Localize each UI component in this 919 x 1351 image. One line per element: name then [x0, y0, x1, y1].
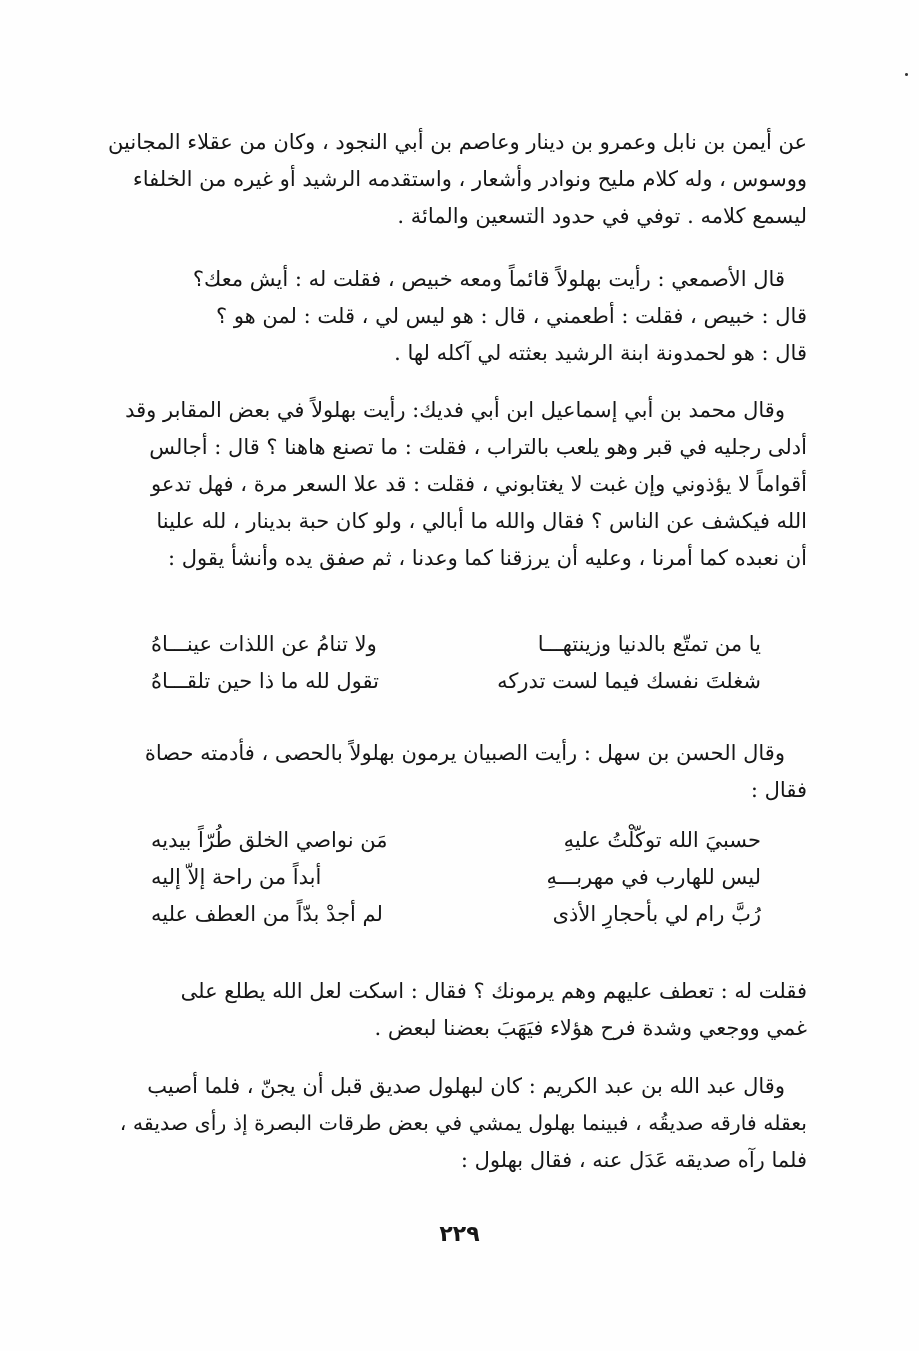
verse-line — [151, 626, 761, 663]
text-line: أن نعبده كما أمرنا ، وعليه أن يرزقنا كما وعدنا ، ثم صفق يده وأنشأ يقول : — [168, 546, 807, 570]
paragraph-asmai — [107, 261, 807, 372]
verse-first-hemistich: شغلتَ نفسك فيما لست تدركه — [497, 669, 761, 693]
text-line: ووسوس ، وله كلام مليح ونوادر وأشعار ، واستقدمه الرشيد أو غيره من الخلفاء — [132, 167, 807, 191]
paragraph-hasan-ibn-sahl — [107, 735, 807, 809]
text-line: فقلت له : تعطف عليهم وهم يرمونك ؟ فقال : اسكت لعل الله يطلع على — [180, 979, 807, 1003]
verse-second-hemistich: تقول لله ما ذا حين تلقـــاهُ — [151, 669, 379, 693]
text-line: أدلى رجليه في قبر وهو يلعب بالتراب ، فقلت : ما تصنع هاهنا ؟ قال : أجالس — [149, 435, 807, 459]
scan-speck — [905, 73, 908, 76]
paragraph-abd-allah — [107, 1068, 807, 1179]
text-line: عن أيمن بن نابل وعمرو بن دينار وعاصم بن أبي النجود ، وكان من عقلاء المجانين — [108, 130, 807, 154]
paragraph-reply — [107, 973, 807, 1047]
verse-first-hemistich: حسبيَ الله توكّلْتُ عليهِ — [563, 828, 761, 852]
verse-line — [151, 822, 761, 859]
text-line: فلما رآه صديقه عَدَل عنه ، فقال بهلول : — [460, 1148, 807, 1172]
text-line: وقال محمد بن أبي إسماعيل ابن أبي فديك: رأيت بهلولاً في بعض المقابر وقد — [125, 398, 785, 422]
verse-line — [151, 896, 761, 933]
verse-second-hemistich: أبداً من راحة إلاّ إليه — [151, 865, 322, 889]
paragraph-biography — [107, 124, 807, 235]
text-line: بعقله فارقه صديقُه ، فبينما بهلول يمشي في بعض طرقات البصرة إذ رأى صديقه ، — [119, 1111, 807, 1135]
text-line: قال : هو لحمدونة ابنة الرشيد بعثته لي آكله لها . — [394, 341, 807, 365]
text-line: فقال : — [750, 778, 807, 802]
text-line: وقال عبد الله بن عبد الكريم : كان لبهلول صديق قبل أن يجنّ ، فلما أصيب — [147, 1074, 785, 1098]
verse-first-hemistich: ليس للهارب في مهربـــهِ — [546, 865, 761, 889]
verse-first-hemistich: يا من تمتّع بالدنيا وزينتهـــا — [537, 632, 761, 656]
verse-second-hemistich: لم أجدْ بدّاً من العطف عليه — [151, 902, 383, 926]
text-line: غمي ووجعي وشدة فرح هؤلاء فيَهَبَ بعضنا لبعض . — [374, 1016, 807, 1040]
verse-first-hemistich: رُبَّ رام لي بأحجارِ الأذى — [552, 902, 761, 926]
text-line: قال : خبيص ، فقلت : أطعمني ، قال : هو ليس لي ، قلت : لمن هو ؟ — [216, 304, 807, 328]
verse-line — [151, 859, 761, 896]
verse-second-hemistich: مَن نواصي الخلق طُرّاً بيديه — [151, 828, 388, 852]
paragraph-ibn-abi-fudayk — [107, 392, 807, 577]
page-number: ٢٢٩ — [439, 1222, 480, 1247]
poem-verses — [151, 626, 761, 700]
text-line: ليسمع كلامه . توفي في حدود التسعين والمائة . — [397, 204, 807, 228]
poem-verses — [151, 822, 761, 933]
text-line: أقواماً لا يؤذوني وإن غبت لا يغتابوني ، فقلت : قد علا السعر مرة ، فهل تدعو — [151, 472, 807, 496]
text-line: الله فيكشف عن الناس ؟ فقال والله ما أبالي ، ولو كان حبة بدينار ، لله علينا — [156, 509, 807, 533]
text-line: قال الأصمعي : رأيت بهلولاً قائماً ومعه خبيص ، فقلت له : أيش معك؟ — [192, 267, 785, 291]
text-line: وقال الحسن بن سهل : رأيت الصبيان يرمون بهلولاً بالحصى ، فأدمته حصاة — [144, 741, 785, 765]
verse-line — [151, 663, 761, 700]
verse-second-hemistich: ولا تنامُ عن اللذات عينـــاهُ — [151, 632, 377, 656]
